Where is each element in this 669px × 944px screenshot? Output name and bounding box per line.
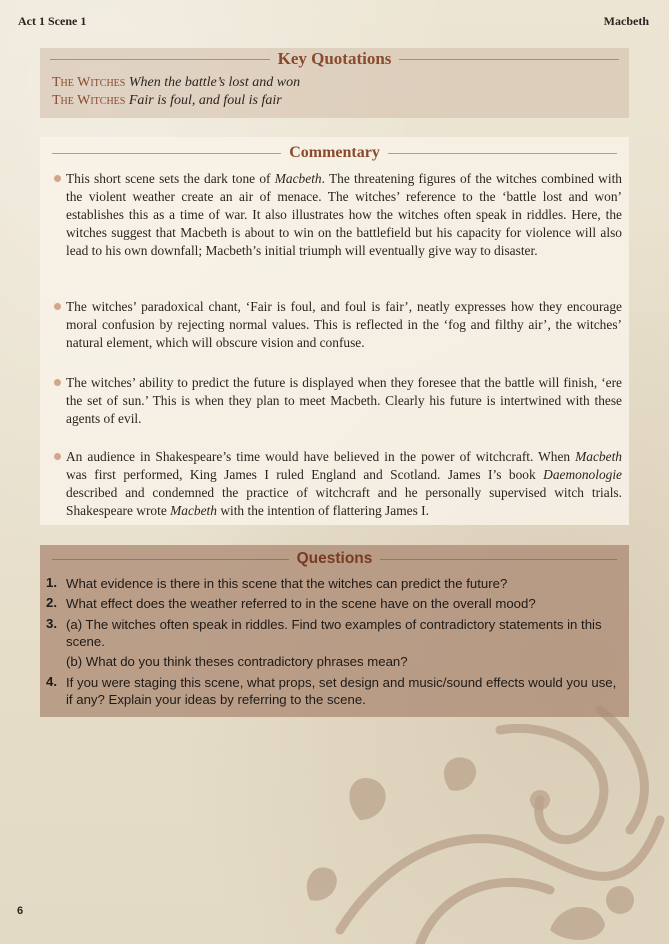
heading-rule-right: [380, 559, 617, 560]
running-header-section: Act 1 Scene 1: [18, 14, 87, 28]
key-quotations-heading: [40, 49, 629, 69]
question-number: 3.: [46, 616, 57, 631]
bullet-dot: [54, 379, 61, 386]
question-number: 1.: [46, 575, 57, 590]
commentary-heading: [40, 144, 629, 162]
heading-rule-left: [52, 559, 289, 560]
quotation-line: [52, 93, 282, 109]
key-quotations-box: [40, 48, 629, 118]
quotation-speaker: The Witches: [52, 75, 126, 90]
heading-rule-right: [388, 153, 617, 154]
quotation-speaker: The Witches: [52, 93, 126, 108]
running-header-title: Macbeth: [603, 14, 649, 28]
decorative-swirl-ornament: [300, 700, 669, 944]
question-text: What effect does the weather referred to in the scene have on the overall mood?: [66, 596, 536, 611]
commentary-paragraph: This short scene sets the dark tone of Macbeth. The threatening figures of the witches combined with the violent weather create an air of menace. The witches’ reference to the ‘battle lost and won’ establishes this as a time of war. It also illustrates how the witches often speak in riddles. Here, the witches suggest that Macbeth is about to win on the battlefield but his capacity for violence will also lead to his own downfall; Macbeth’s initial triumph will eventually give way to disaster.: [66, 171, 622, 258]
heading-rule-left: [52, 153, 281, 154]
question-text: If you were staging this scene, what props, set design and music/sound effects would you use, if any? Explain your ideas by referring to the scene.: [66, 675, 617, 707]
question-text: What evidence is there in this scene that the witches can predict the future?: [66, 576, 508, 591]
commentary-box: [40, 137, 629, 525]
quotation-text: Fair is foul, and foul is fair: [128, 93, 282, 108]
bullet-dot: [54, 175, 61, 182]
questions-box: [40, 545, 629, 717]
bullet-dot: [54, 453, 61, 460]
questions-title: Questions: [296, 550, 373, 567]
page-number: 6: [17, 905, 24, 917]
commentary-title: Commentary: [289, 144, 380, 161]
question-text: (a) The witches often speak in riddles. Find two examples of contradictory statements in this scene.: [66, 617, 602, 649]
question-number: 4.: [46, 674, 57, 689]
question-text: (b) What do you think theses contradictory phrases mean?: [66, 654, 408, 669]
key-quotations-title: Key Quotations: [277, 49, 392, 68]
heading-rule-left: [50, 59, 270, 60]
commentary-paragraph: The witches’ ability to predict the future is displayed when they foresee that the battle will finish, ‘ere the set of sun.’ This is when they plan to meet Macbeth. Clearly his future is intertwined with these agents of evil.: [66, 375, 622, 426]
quotation-line: [52, 75, 300, 91]
bullet-dot: [54, 303, 61, 310]
commentary-paragraph: An audience in Shakespeare’s time would have believed in the power of witchcraft. When Macbeth was first performed, King James I ruled England and Scotland. James I’s book Daemonologie described and condemned the practice of witchcraft and he personally supervised witch trials. Shakespeare wrote Macbeth with the intention of flattering James I.: [66, 449, 622, 518]
commentary-paragraph: The witches’ paradoxical chant, ‘Fair is foul, and foul is fair’, neatly expresses how they encourage moral confusion by rejecting normal values. This is reflected in the ‘fog and filthy air’, the witches’ natural element, which will obscure vision and confuse.: [66, 299, 622, 350]
questions-heading: [40, 550, 629, 568]
heading-rule-right: [399, 59, 619, 60]
question-number: 2.: [46, 595, 57, 610]
quotation-text: When the battle’s lost and won: [128, 75, 301, 90]
